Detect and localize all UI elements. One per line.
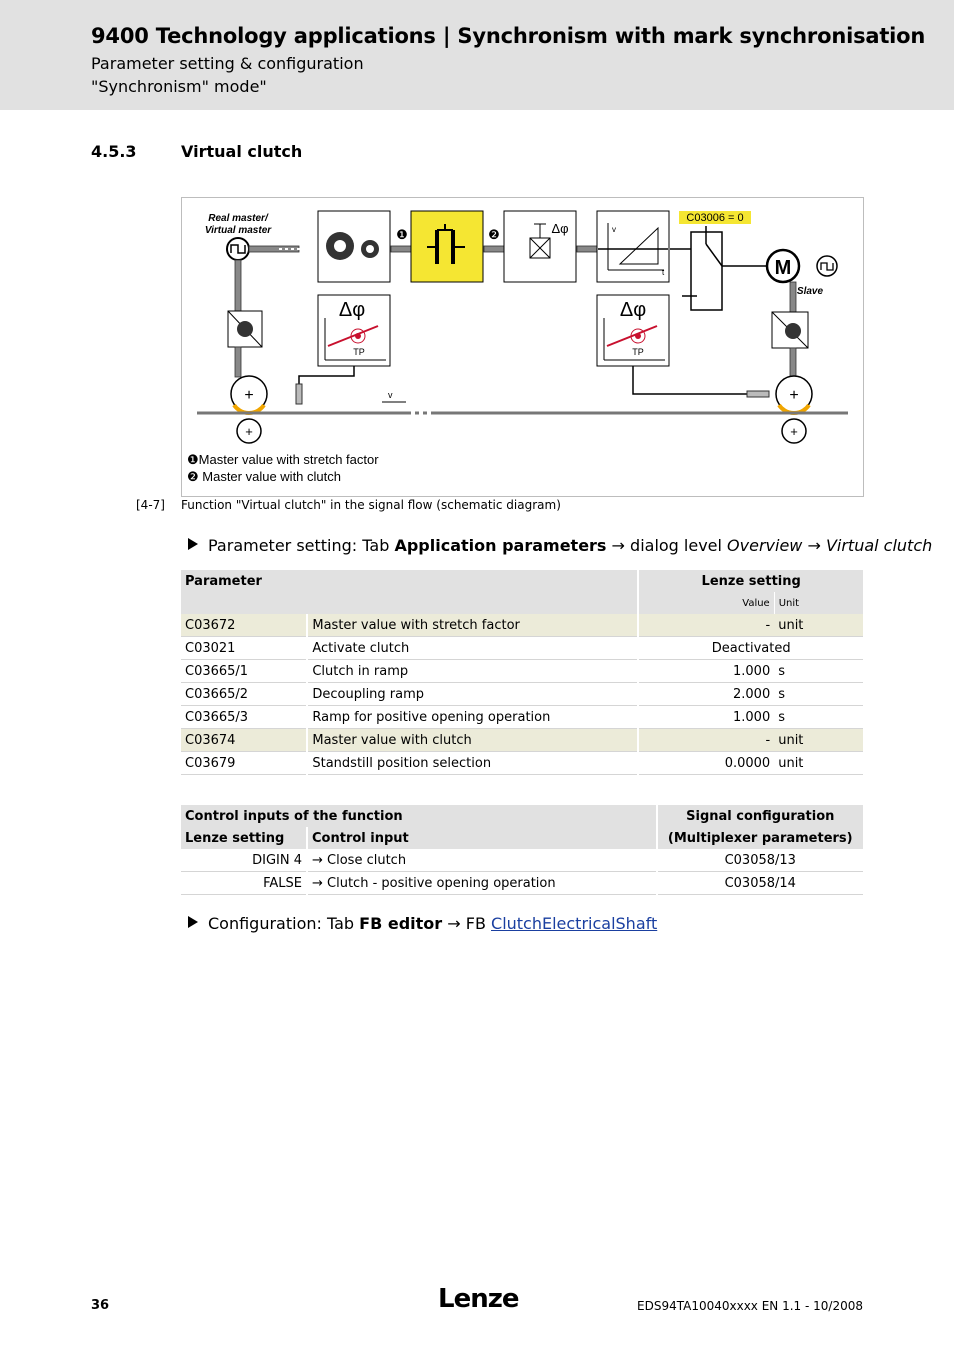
header-lenze-setting: Lenze setting (638, 570, 863, 592)
delta-phi-label-3: Δφ (619, 299, 647, 321)
delta-phi-label-1: Δφ (551, 221, 569, 236)
legend-2: ❷ Master value with clutch (187, 469, 341, 484)
page-number: 36 (91, 1298, 110, 1313)
subheader-lenze-setting: Lenze setting (181, 827, 307, 849)
subheader-value: Value (638, 592, 774, 614)
web-v-label: v (388, 390, 393, 400)
sensor-left-icon (296, 384, 302, 404)
slave-label: Slave (796, 286, 824, 297)
clutch-block (411, 211, 483, 282)
motor-label: M (774, 257, 792, 279)
svg-text:+: + (789, 387, 799, 404)
fb-link-clutch-electrical-shaft[interactable]: ClutchElectricalShaft (491, 914, 658, 933)
page-subtitle-2: "Synchronism" mode" (91, 77, 267, 96)
table-row: C03665/3 Ramp for positive opening operation 1.000 s (181, 706, 863, 729)
ramp-v-label: v (612, 225, 616, 234)
control-inputs-table (181, 805, 863, 895)
document-id: EDS94TA10040xxxx EN 1.1 - 10/2008 (637, 1299, 863, 1313)
section-number: 4.5.3 (91, 142, 137, 161)
svg-text:+: + (790, 424, 798, 439)
table-row: FALSE → Clutch - positive opening operation C03058/14 (181, 872, 863, 895)
table-row: C03665/1 Clutch in ramp 1.000 s (181, 660, 863, 683)
lenze-logo: Lenze (438, 1284, 519, 1314)
svg-text:+: + (244, 387, 254, 404)
parameter-table (181, 570, 863, 775)
page-title: 9400 Technology applications | Synchronism with mark synchronisation (91, 24, 926, 48)
subheader-unit: Unit (774, 592, 863, 614)
header-parameter: Parameter (181, 570, 638, 592)
marker-1: ❶ (396, 227, 408, 242)
section-title: Virtual clutch (181, 142, 303, 161)
header-control-inputs: Control inputs of the function (181, 805, 657, 827)
legend-1: ❶Master value with stretch factor (187, 452, 379, 467)
table-row: DIGIN 4 → Close clutch C03058/13 (181, 849, 863, 872)
table-row: C03672 Master value with stretch factor - unit (181, 614, 863, 637)
figure-caption-text: Function "Virtual clutch" in the signal flow (schematic diagram) (181, 498, 561, 512)
diagram-svg (182, 198, 863, 496)
instruction-configuration: Configuration: Tab FB editor → FB ClutchElectricalShaft (188, 914, 657, 933)
bullet-arrow-icon (188, 538, 198, 550)
header-signal-configuration: Signal configuration (657, 805, 863, 827)
figure-caption-number: [4-7] (136, 498, 165, 512)
table-row: C03665/2 Decoupling ramp 2.000 s (181, 683, 863, 706)
marker-2: ❷ (488, 227, 500, 242)
page-header (0, 0, 954, 110)
ramp-t-label: t (662, 268, 665, 277)
delta-phi-label-2: Δφ (338, 299, 366, 321)
subheader-multiplexer: (Multiplexer parameters) (657, 827, 863, 849)
parameter-table-header (181, 570, 863, 592)
signal-flow-diagram (181, 197, 864, 497)
table-row: C03679 Standstill position selection 0.0000 unit (181, 752, 863, 775)
sensor-right-icon (747, 391, 769, 397)
table-row: C03674 Master value with clutch - unit (181, 729, 863, 752)
instruction-parameter-setting: Parameter setting: Tab Application parameters → dialog level Overview → Virtual clutch (188, 536, 932, 555)
param-box-label: C03006 = 0 (686, 212, 744, 224)
bullet-arrow-icon (188, 916, 198, 928)
subheader-control-input: Control input (307, 827, 657, 849)
tp-label-left: TP (353, 347, 365, 357)
svg-text:+: + (245, 424, 253, 439)
label-master-2: Virtual master (204, 225, 272, 236)
label-master-1: Real master/ (208, 213, 268, 224)
tp-label-right: TP (632, 347, 644, 357)
page-subtitle-1: Parameter setting & configuration (91, 54, 364, 73)
table-row: C03021 Activate clutch Deactivated (181, 637, 863, 660)
